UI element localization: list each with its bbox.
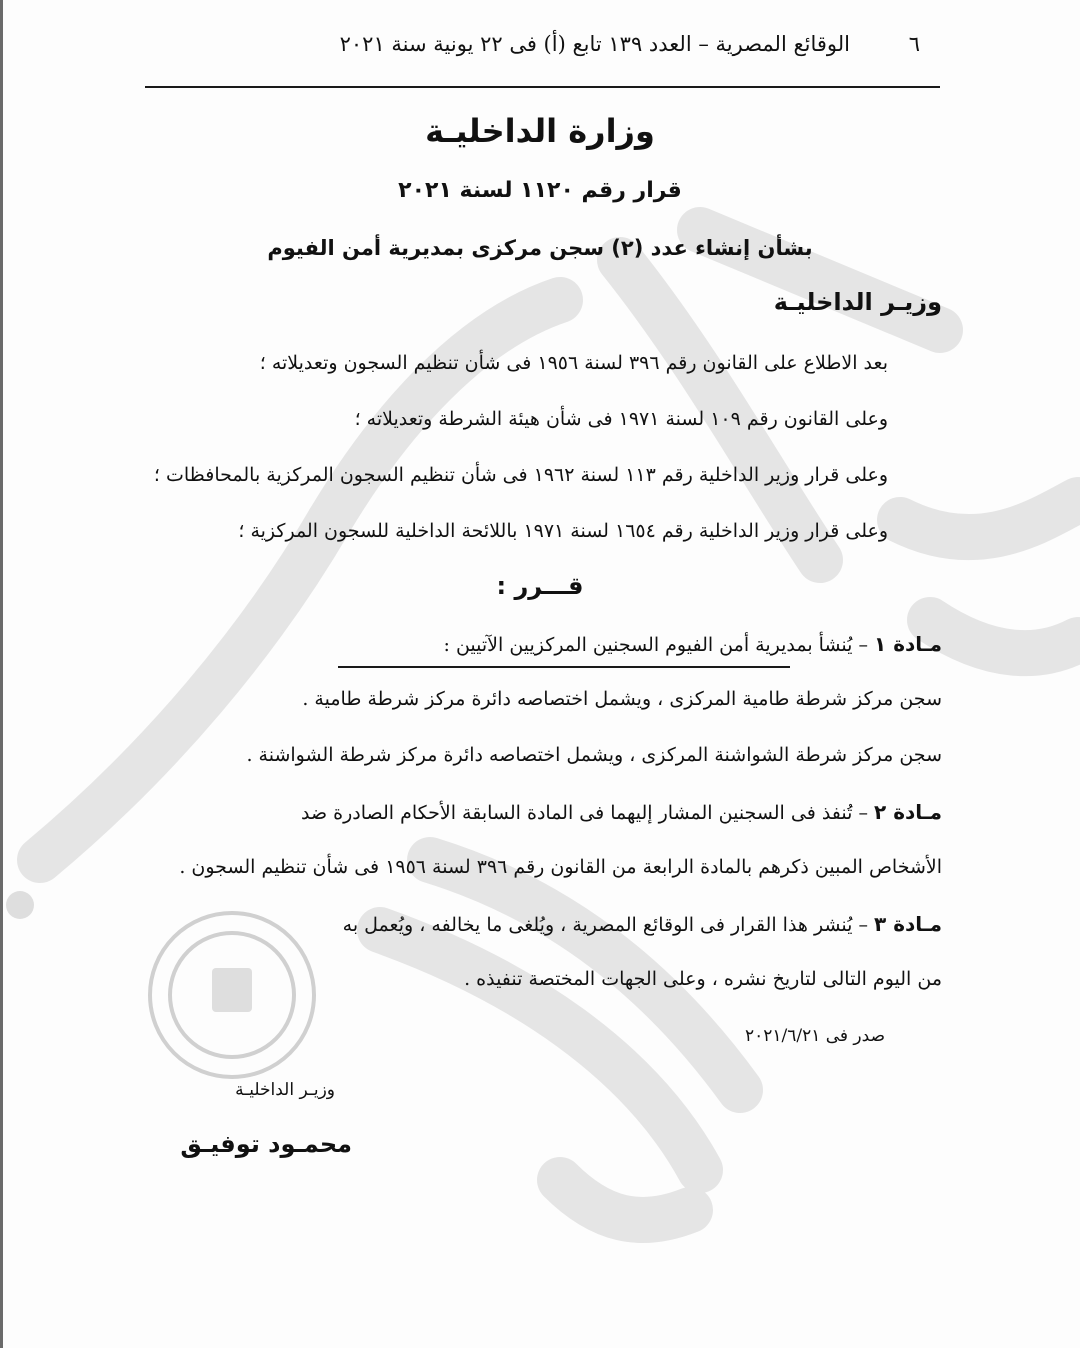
preamble-line: وعلى القانون رقم ١٠٩ لسنة ١٩٧١ فى شأن هيئة الشرطة وتعديلاته ؛: [354, 408, 888, 430]
page-number: ٦: [908, 32, 920, 56]
decree-number: قرار رقم ١١٢٠ لسنة ٢٠٢١: [398, 178, 682, 203]
minister-heading: وزيـر الداخليـة: [773, 288, 942, 316]
article-2-continuation: الأشخاص المبين ذكرهم بالمادة الرابعة من القانون رقم ٣٩٦ لسنة ١٩٥٦ فى شأن تنظيم السجون .: [179, 856, 942, 878]
article-3: [343, 912, 942, 936]
article-1-item: سجن مركز شرطة طامية المركزى ، ويشمل اختصاصه دائرة مركز شرطة طامية .: [302, 688, 942, 710]
article-1-underline: [338, 666, 790, 668]
seal-inner-ring: [170, 933, 294, 1057]
header-divider: [145, 86, 940, 88]
article-3-continuation: من اليوم التالى لتاريخ نشره ، وعلى الجهات المختصة تنفيذه .: [464, 968, 942, 990]
watermark-stroke: [900, 500, 1078, 537]
article-1: [444, 632, 943, 656]
preamble-line: بعد الاطلاع على القانون رقم ٣٩٦ لسنة ١٩٥٦ فى شأن تنظيم السجون وتعديلاته ؛: [259, 352, 888, 374]
article-1-text: – يُنشأ بمديرية أمن الفيوم السجنين المركزيين الآتيين :: [443, 634, 875, 656]
article-1-item: سجن مركز شرطة الشواشنة المركزى ، ويشمل اختصاصه دائرة مركز شرطة الشواشنة .: [246, 744, 942, 766]
watermark-stroke: [930, 620, 1078, 653]
page-edge: [0, 0, 3, 1348]
signature-title: وزيـر الداخليـة: [235, 1080, 335, 1100]
issue-date: صدر فى ٢٠٢١/٦/٢١: [744, 1026, 885, 1046]
watermark-stroke: [560, 1180, 690, 1220]
signature-name: محمـود توفيـق: [180, 1130, 352, 1158]
watermark-stroke: [40, 520, 330, 860]
article-2: [301, 800, 942, 824]
article-3-text: – يُنشر هذا القرار فى الوقائع المصرية ، ويُلغى ما يخالفه ، ويُعمل به: [342, 914, 875, 936]
article-2-text: – تُنفذ فى السجنين المشار إليهما فى المادة السابقة الأحكام الصادرة ضد: [301, 802, 875, 824]
seal-icon: [150, 913, 314, 1077]
article-1-label: مـادة ١: [874, 632, 942, 656]
article-2-label: مـادة ٢: [874, 800, 942, 824]
ministry-title: وزارة الداخليـة: [425, 112, 655, 150]
article-3-label: مـادة ٣: [874, 912, 942, 936]
decided-heading: قـــرر :: [496, 572, 584, 600]
preamble-line: وعلى قرار وزير الداخلية رقم ١٦٥٤ لسنة ١٩٧١ باللائحة الداخلية للسجون المركزية ؛: [238, 520, 888, 542]
watermark-dot: [6, 891, 34, 919]
decree-subject: بشأن إنشاء عدد (٢) سجن مركزى بمديرية أمن الفيوم: [267, 236, 813, 260]
seal-emblem: [212, 968, 252, 1012]
watermark-stroke: [380, 930, 700, 1170]
publication-line: الوقائع المصرية – العدد ١٣٩ تابع (أ) فى ٢٢ يونية سنة ٢٠٢١: [339, 32, 850, 56]
running-header: [150, 32, 920, 66]
preamble-line: وعلى قرار وزير الداخلية رقم ١١٣ لسنة ١٩٦٢ فى شأن تنظيم السجون المركزية بالمحافظات ؛: [153, 464, 888, 486]
